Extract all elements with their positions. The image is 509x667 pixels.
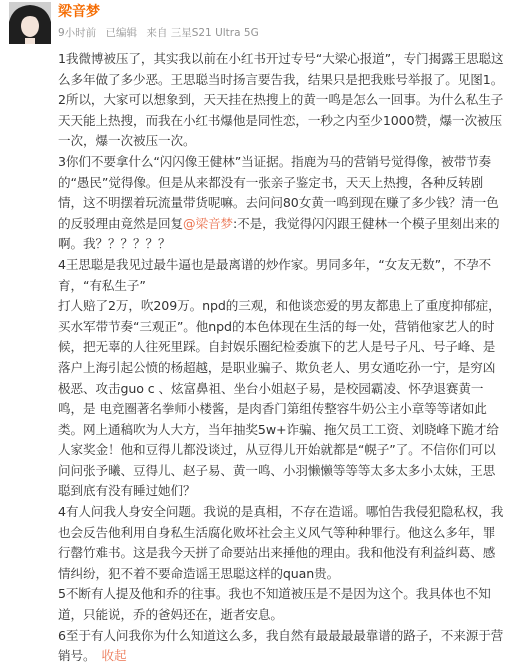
paragraph: 2所以，大家可以想象到，天天挂在热搜上的黄一鸣是怎么一回事。为什么私生子天天能上热搜，而我在小红书爆他是同性恋，一秒之内至少1000赞，爆一次被压一次，爆一次被压一次。 <box>58 92 504 149</box>
paragraph: 5不断有人提及他和乔的往事。我也不知道被压是不是因为这个。我具体也不知道，只能说，乔的爸妈还在，逝者安息。 <box>58 586 491 623</box>
paragraph <box>58 152 504 255</box>
paragraph <box>58 626 504 667</box>
mention-link[interactable]: @梁音梦 <box>182 215 233 231</box>
post-source: 来自 三星S21 Ultra 5G <box>146 27 259 39</box>
paragraph: 打人赔了2万，吹209万。npd的三观，和他谈恋爱的男友都患上了重度抑郁症，买水军带节奏“三观正”。他npd的本色体现在生活的每一处，营销他家艺人的时候，把无辜的人往死里踩。自封娱乐圈纪检委旗下的艺人是号子凡、号子峰、是落户上海引起公愤的杨超越，是职业骗子、欺负老人、男女通吃孙一宁，是穷凶极恶、攻击guo c 、炫富鼻祖、坐台小姐赵子易，是校园霸凌、怀孕退赛黄一鸣，是 电竞圈著名拳师小楼酱，是肉香门第组传整容牛奶公主小章等等诸如此类。网上通稿吹为人大方，当年抽奖5w+诈骗、拖欠员工工资、刘晓峰下跪才给人家奖金！他和豆得儿都没谈过，从豆得儿开始就都是“幌子”了。不信你们可以问问张予曦、豆得儿、赵子易、黄一鸣、小羽懒懒等等等太多太多小太妹，王思聪到底有没有睡过她们？ <box>58 298 501 499</box>
paragraph-text: 3你们不要拿什么“闪闪像王健林”当证据。指鹿为马的营销号觉得像，被带节奏的“愚民”觉得像。但是从来都没有一张亲子鉴定书，天天上热搜，各种反转剧情，这不明摆着玩流量带货呢嘛。去问问80女黄一鸣到现在赚了多少钱？清一色的反驳理由竟然是回复 <box>58 153 499 231</box>
author-name[interactable]: 梁音梦 <box>58 4 100 20</box>
post-time: 9小时前 <box>58 27 97 39</box>
avatar[interactable] <box>9 2 51 44</box>
post-meta <box>58 26 265 40</box>
paragraph-text: :不是，我觉得闪闪跟王健林一个模子里刻出来的啊。我？？？？？？ <box>58 215 500 252</box>
paragraph-text: 6至于有人问我你为什么知道这么多，我自然有最最最最靠谱的路子，不来源于营销号。 <box>58 627 504 664</box>
post-header <box>0 0 509 46</box>
paragraph: 4王思聪是我见过最牛逼也是最离谱的炒作家。男同多年，“女友无数”，不孕不育，“有私生子” <box>58 256 492 293</box>
avatar-image <box>9 2 51 44</box>
post-content <box>58 49 504 667</box>
collapse-link[interactable]: 收起 <box>101 648 127 664</box>
paragraph: 1我微博被压了，其实我以前在小红书开过专号“大梁心报道”，专门揭露王思聪这么多年做了多少恶。王思聪当时扬言要告我，结果只是把我账号举报了。见图1。 <box>58 51 504 87</box>
paragraph: 4有人问我人身安全问题。我说的是真相，不存在造谣。哪怕告我侵犯隐私权，我也会反告他利用自身私生活腐化败坏社会主义风气等种种罪行。他这么多年，罪行罄竹难书。这是我今天拼了命要站出来捶他的理由。我和他没有利益纠葛、感情纠纷，犯不着不要命造谣王思聪这样的quan贵。 <box>58 504 504 581</box>
edited-label: 已编辑 <box>105 27 138 39</box>
